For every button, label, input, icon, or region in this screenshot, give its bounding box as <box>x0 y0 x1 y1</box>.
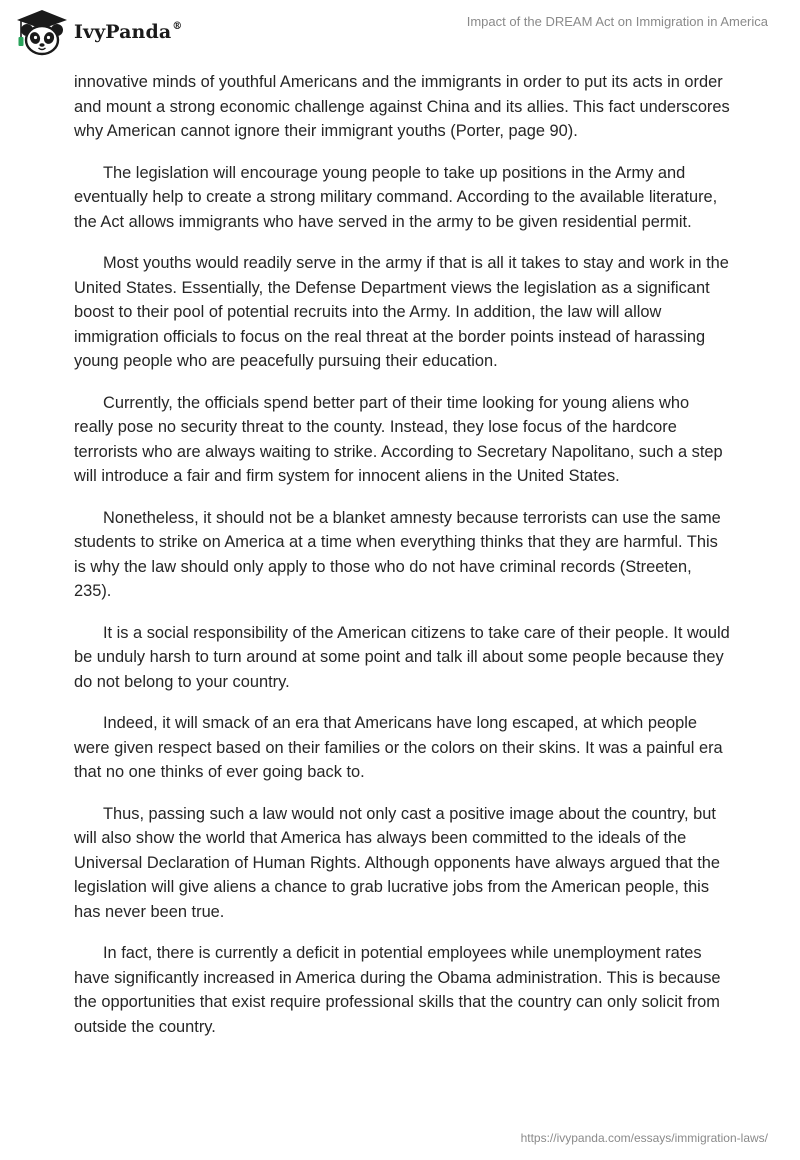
paragraph: In fact, there is currently a deficit in potential employees while unemployment rates have significantly increased in America during the Obama administration. This is because the opportunities that exist require professional skills that the country can only solicit from outside the country. <box>74 944 721 1036</box>
paragraph: The legislation will encourage young people to take up positions in the Army and eventually help to create a strong military command. According to the available literature, the Act allows immigrants who have served in the army to be given residential permit. <box>74 163 718 231</box>
source-url[interactable]: https://ivypanda.com/essays/immigration-laws/ <box>520 1131 768 1145</box>
paragraph: Currently, the officials spend better part of their time looking for young aliens who really pose no security threat to the county. Instead, they lose focus of the hardcore terrorists who are always waiting to strike. According to Secretary Napolitano, such a step will introduce a fair and firm system for innocent aliens in the United States. <box>74 393 723 485</box>
paragraph: Thus, passing such a law would not only cast a positive image about the country, but will also show the world that America has always been committed to the ideals of the Universal Declaration of Human Rights. Although opponents have always argued that the legislation will give aliens a chance to grab lucrative jobs from the American people, this has never been true. <box>74 804 720 921</box>
paragraph: Most youths would readily serve in the army if that is all it takes to stay and work in the United States. Essentially, the Defense Department views the legislation as a significant boost to their pool of potential recruits into the Army. In addition, the law will allow immigration officials to focus on the real threat at the border points instead of harassing young people who are peacefully pursuing their education. <box>74 254 729 370</box>
paragraph: It is a social responsibility of the American citizens to take care of their people. It would be unduly harsh to turn around at some point and talk ill about some people because they do not belong to your country. <box>74 623 730 691</box>
logo[interactable] <box>14 8 182 56</box>
essay-body <box>74 70 732 1056</box>
brand-name: IvyPanda® <box>74 21 183 43</box>
document-title: Impact of the DREAM Act on Immigration in America <box>466 14 768 29</box>
panda-graduate-icon <box>14 8 70 56</box>
page-header <box>0 0 800 70</box>
paragraph: Nonetheless, it should not be a blanket amnesty because terrorists can use the same students to strike on America at a time when everything thinks that they are harmful. This is why the law should only apply to those who do not have criminal records (Streeten, 235). <box>74 508 721 600</box>
paragraph: innovative minds of youthful Americans and the immigrants in order to put its acts in order and mount a strong economic challenge against China and its allies. This fact underscores why American cannot ignore their immigrant youths (Porter, page 90). <box>74 73 730 140</box>
paragraph: Indeed, it will smack of an era that Americans have long escaped, at which people were given respect based on their families or the colors on their skins. It was a painful era that no one thinks of ever going back to. <box>74 714 723 781</box>
